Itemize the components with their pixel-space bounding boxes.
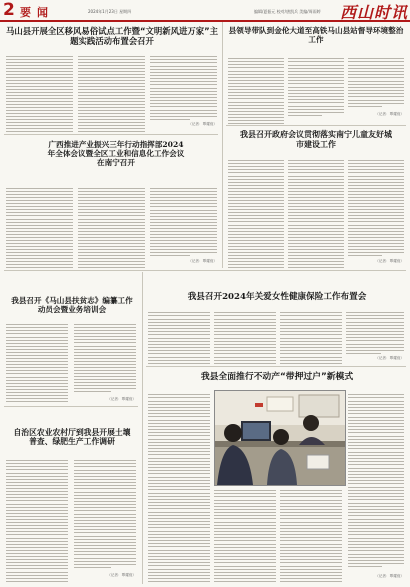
column-divider [142, 272, 143, 584]
section-divider [4, 406, 138, 407]
article-body [6, 186, 73, 268]
article-body [348, 392, 404, 570]
article-credit: （记者：覃耀庭） [375, 574, 404, 578]
issue-date: 2024年1月23日 星期四 [88, 9, 132, 14]
article-body [150, 186, 217, 256]
article-headline: 我县召开《马山县扶贫志》编纂工作动员会暨业务培训会 [11, 296, 133, 315]
article-body [288, 56, 344, 116]
article-credit: （记者：覃耀庭） [375, 112, 404, 116]
article-body [348, 158, 404, 256]
masthead-rule [0, 20, 410, 22]
service-hall-photo [215, 391, 345, 485]
article-body [348, 56, 404, 108]
article-body [6, 54, 73, 132]
editors-line: 编辑/夏振元 校对/唐凯兵 美编/周雨婷 [254, 9, 321, 14]
page-number: 2 [3, 0, 15, 20]
article-body [78, 54, 145, 132]
article-headline: 我县召开2024年关爱女性健康保险工作布置会 [187, 292, 367, 302]
article-headline: 我县召开政府会议贯彻落实南宁儿童友好城市建设工作 [240, 129, 392, 149]
article-body [280, 488, 342, 582]
section-divider [146, 366, 406, 367]
article-credit: （记者：覃耀庭） [375, 356, 404, 360]
article-body [228, 56, 284, 124]
article-body [214, 488, 276, 582]
article-headline: 自治区农业农村厅到我县开展土壤普查、绿肥生产工作调研 [13, 428, 131, 447]
article-credit: （记者：覃耀庭） [107, 573, 136, 577]
article-credit: （记者：覃耀庭） [375, 259, 404, 263]
news-photo [214, 390, 346, 486]
article-body [6, 458, 68, 582]
section-divider [226, 125, 406, 126]
article-body [228, 158, 284, 268]
article-credit: （记者：覃耀庭） [107, 397, 136, 401]
article-body [280, 310, 342, 364]
article-body [6, 322, 68, 402]
article-credit: （记者：覃耀庭） [188, 259, 217, 263]
column-divider [222, 22, 223, 268]
article-body [214, 310, 276, 364]
article-body [78, 186, 145, 268]
article-body [148, 310, 210, 364]
newspaper-brand: 西山时讯 [340, 3, 409, 22]
article-body [74, 458, 136, 568]
article-body [150, 54, 217, 120]
article-headline: 马山县开展全区移风易俗试点工作暨“文明新风进万家”主题实践活动布置会召开 [6, 26, 219, 47]
article-credit: （记者：覃耀庭） [188, 122, 217, 126]
article-headline: 广西推进产业振兴三年行动指挥部2024年全体会议暨全区工业和信息化工作会议在南宁召开 [47, 140, 185, 168]
article-headline: 县领导带队到金伦大道至高铁马山县站督导环境整治工作 [228, 26, 404, 45]
article-body [74, 322, 136, 392]
article-body [148, 392, 210, 582]
section-divider [4, 134, 218, 135]
article-body [346, 310, 404, 354]
article-headline: 我县全面推行不动产“带押过户”新模式 [200, 372, 354, 382]
section-divider [4, 270, 406, 271]
section-title: 要闻 [20, 6, 54, 19]
article-body [288, 158, 344, 268]
